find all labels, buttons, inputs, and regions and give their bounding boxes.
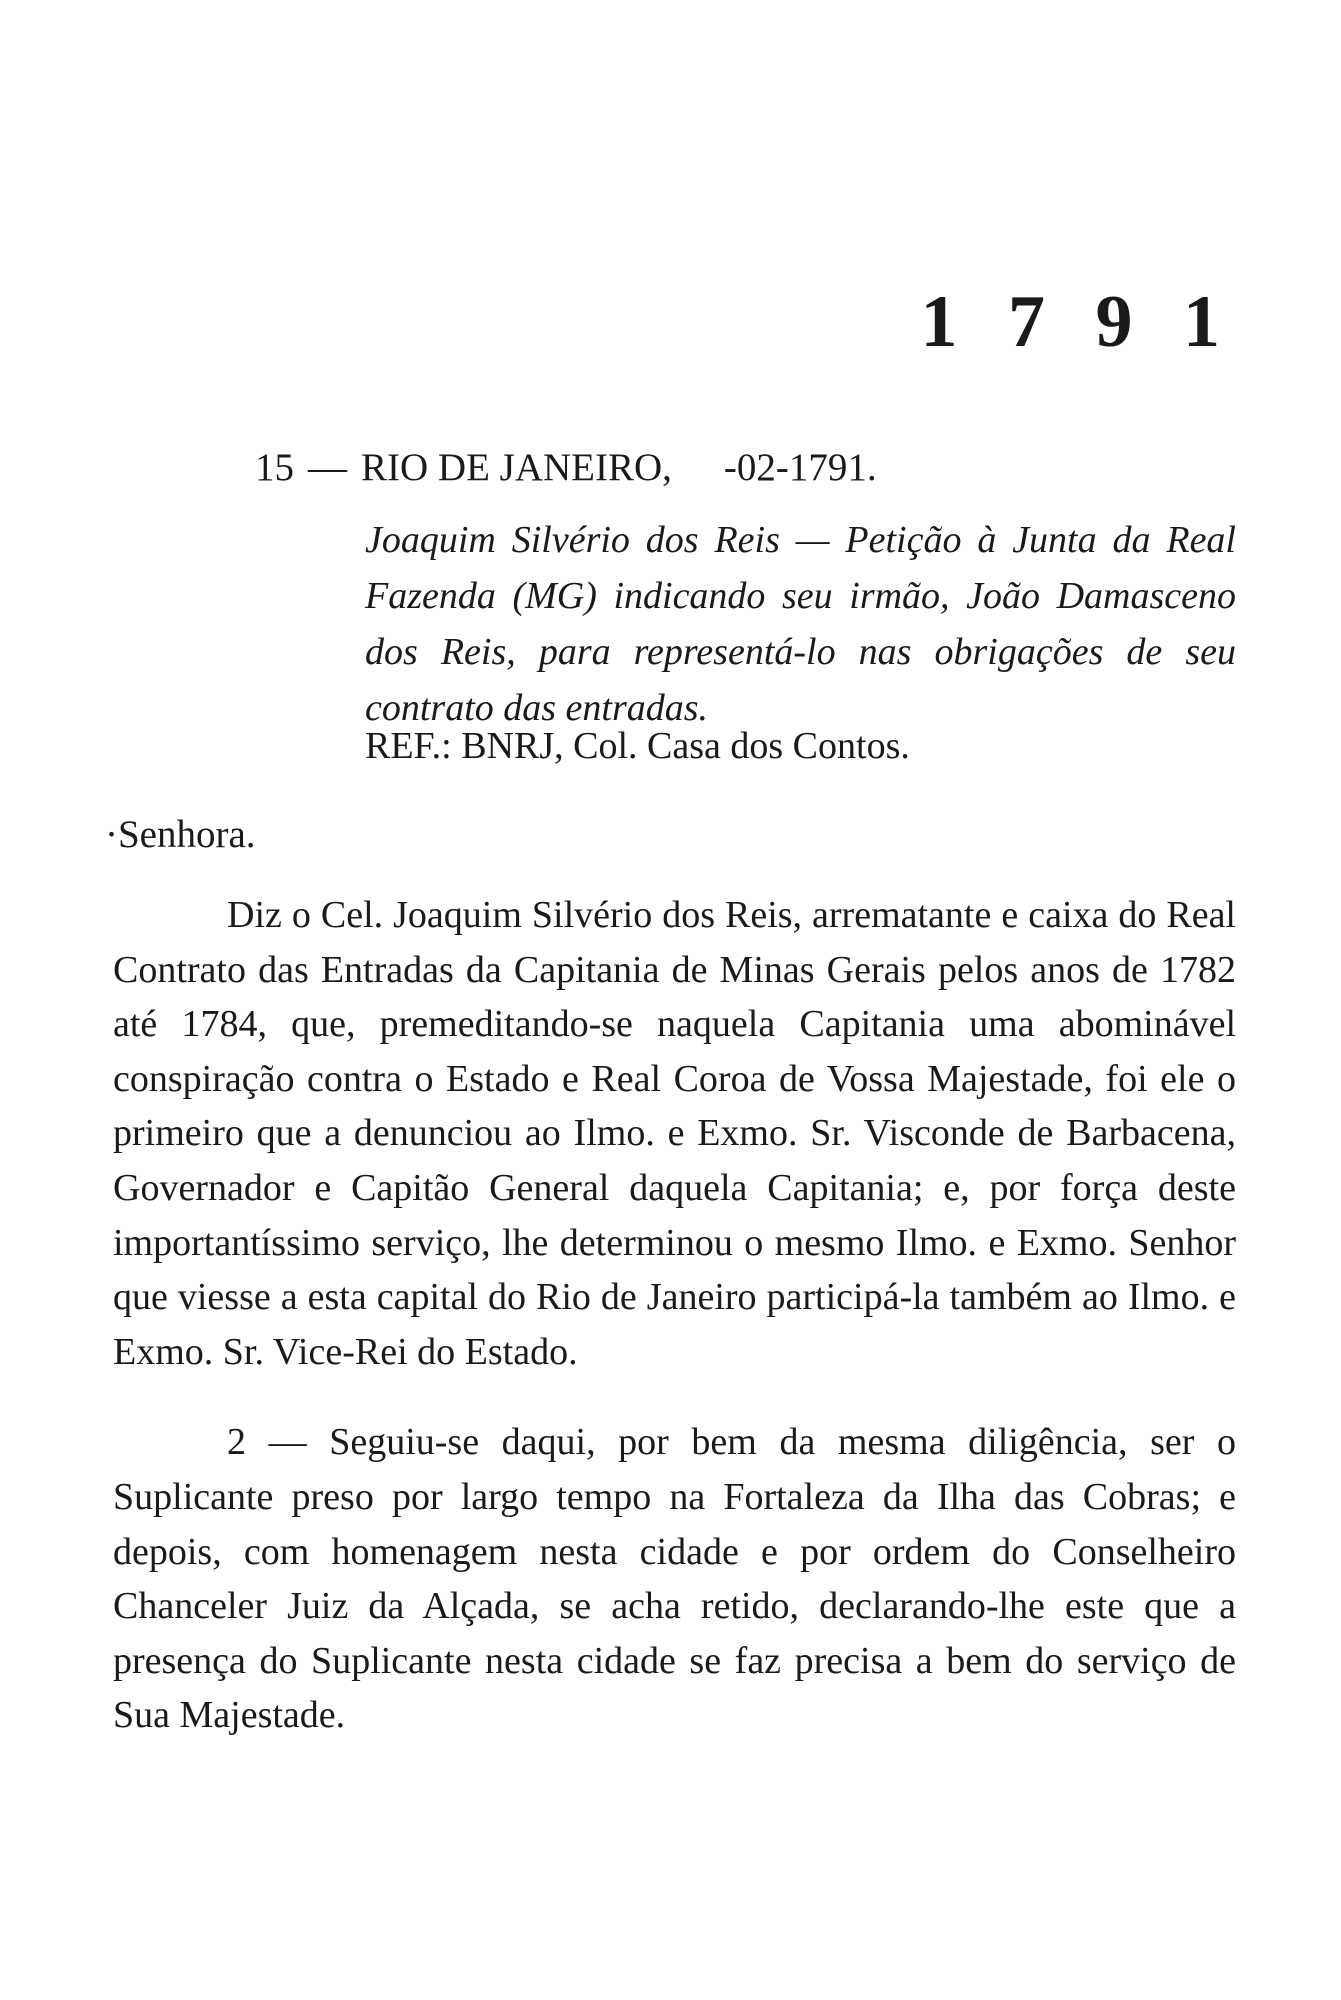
body-paragraph-1: Diz o Cel. Joaquim Silvério dos Reis, arrematante e caixa do Real Contrato das Entradas da Capitania de Minas Gerais pelos anos de 1782 até 1784, que, premeditando-se naquela Capitania uma abominável conspiração contra o Estado e Real Coroa de Vossa Majestade, foi ele o primeiro que a denunciou ao Ilmo. e Exmo. Sr. Visconde de Barbacena, Governador e Capitão General daquela Capitania; e, por força deste importantíssimo serviço, lhe determinou o mesmo Ilmo. e Exmo. Senhor que viesse a esta capital do Rio de Janeiro participá-la também ao Ilmo. e Exmo. Sr. Vice-Rei do Estado.	[113, 894, 1236, 1373]
document-reference: REF.: BNRJ, Col. Casa dos Contos.	[365, 725, 910, 767]
document-summary: Joaquim Silvério dos Reis — Petição à Junta da Real Fazenda (MG) indicando seu irmão, João Damasceno dos Reis, para representá-lo nas obrigações de seu contrato das entradas.	[365, 519, 1236, 729]
body-paragraph-2: 2 — Seguiu-se daqui, por bem da mesma diligência, ser o Suplicante preso por largo tempo na Fortaleza da Ilha das Cobras; e depois, com homenagem nesta cidade e por ordem do Conselheiro Chanceler Juiz da Alçada, se acha retido, declarando-lhe este que a presença do Suplicante nesta cidade se faz precisa a bem do serviço de Sua Majestade.	[113, 1421, 1236, 1737]
page-year-heading: 1 7 9 1	[920, 281, 1236, 363]
document-body	[113, 888, 1236, 1743]
document-date: -02-1791.	[723, 446, 877, 489]
salutation: ·Senhora.	[105, 813, 256, 856]
document-header	[255, 445, 877, 492]
header-dash: —	[308, 446, 347, 489]
document-place: RIO DE JANEIRO,	[361, 446, 672, 489]
document-number: 15	[255, 446, 294, 489]
